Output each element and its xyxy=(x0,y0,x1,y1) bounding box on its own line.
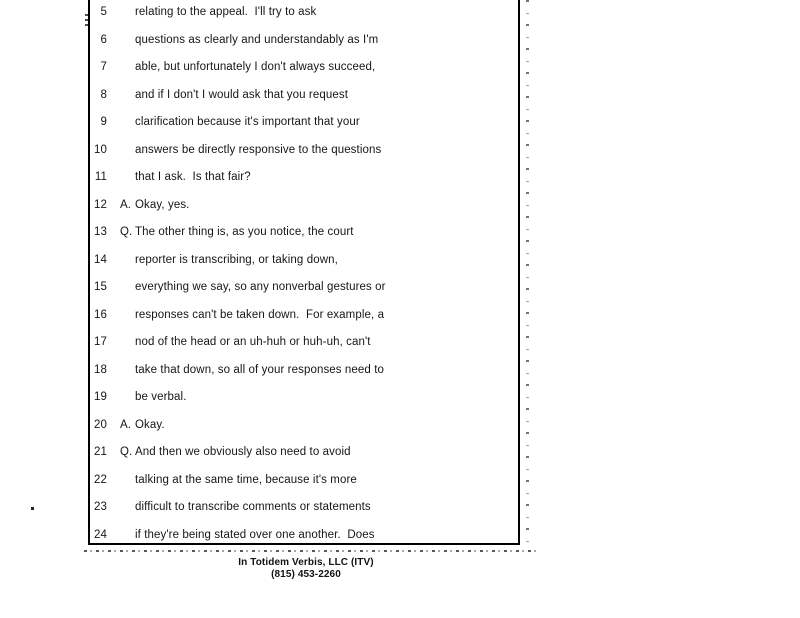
transcript-line xyxy=(90,61,518,89)
transcript-line xyxy=(90,446,518,474)
transcript-line xyxy=(90,474,518,502)
line-number: 16 xyxy=(94,308,107,321)
line-text: take that down, so all of your responses need to xyxy=(135,363,385,376)
line-text: that I ask. Is that fair? xyxy=(135,171,251,183)
line-text: be verbal. xyxy=(135,391,187,403)
transcript-line xyxy=(90,501,518,529)
line-text: clarification because it's important that your xyxy=(135,116,360,128)
scan-artifact-speck xyxy=(31,507,34,510)
line-text: difficult to transcribe comments or statements xyxy=(135,501,371,513)
speaker-label: Q. xyxy=(120,226,133,238)
line-text: nod of the head or an uh-huh or huh-uh, can't xyxy=(135,336,371,348)
line-number: 10 xyxy=(94,143,107,156)
line-text: questions as clearly and understandably as I'm xyxy=(135,33,379,46)
line-text: relating to the appeal. I'll try to ask xyxy=(135,6,317,18)
line-text: able, but unfortunately I don't always succeed, xyxy=(135,61,376,73)
line-text: responses can't be taken down. For example, a xyxy=(135,308,385,321)
line-number: 23 xyxy=(94,501,107,513)
footer xyxy=(88,557,524,581)
transcript-line xyxy=(90,34,518,62)
speaker-label: A. xyxy=(120,198,132,211)
scan-artifact-border-nick xyxy=(85,14,88,26)
line-text: The other thing is, as you notice, the court xyxy=(135,226,354,238)
line-number: 24 xyxy=(94,528,107,541)
transcript-line xyxy=(90,281,518,309)
line-number: 21 xyxy=(94,446,107,458)
transcript-line xyxy=(90,116,518,144)
line-number: 8 xyxy=(100,88,107,101)
scan-artifact-dotted-line xyxy=(84,550,536,552)
line-number: 6 xyxy=(100,33,107,46)
line-number: 9 xyxy=(100,116,107,128)
transcript-line xyxy=(90,199,518,227)
line-number: 14 xyxy=(94,253,107,266)
transcript-line xyxy=(90,6,518,34)
line-number: 13 xyxy=(94,226,107,238)
transcript-line xyxy=(90,226,518,254)
line-number: 15 xyxy=(94,281,107,293)
footer-company-name: In Totidem Verbis, LLC (ITV) xyxy=(238,557,374,568)
line-text: reporter is transcribing, or taking down, xyxy=(135,253,338,266)
line-text: And then we obviously also need to avoid xyxy=(135,446,351,458)
transcript-line xyxy=(90,254,518,282)
line-text: and if I don't I would ask that you request xyxy=(135,88,348,101)
speaker-label: Q. xyxy=(120,446,133,458)
transcript-line xyxy=(90,364,518,392)
line-number: 18 xyxy=(94,363,107,376)
line-number: 19 xyxy=(94,391,107,403)
line-number: 11 xyxy=(94,171,107,183)
line-number: 12 xyxy=(94,198,107,211)
line-number: 5 xyxy=(100,6,107,18)
transcript-line xyxy=(90,171,518,199)
transcript-sheet xyxy=(88,0,520,545)
line-text: everything we say, so any nonverbal gestures or xyxy=(135,281,386,293)
line-number: 7 xyxy=(100,61,107,73)
transcript-line xyxy=(90,419,518,447)
scan-artifact-right-speckles xyxy=(526,0,529,546)
transcript-line xyxy=(90,336,518,364)
transcript-line xyxy=(90,309,518,337)
line-number: 20 xyxy=(94,418,107,431)
line-number: 22 xyxy=(94,473,107,486)
line-text: Okay, yes. xyxy=(135,198,190,211)
line-text: talking at the same time, because it's more xyxy=(135,473,357,486)
line-number: 17 xyxy=(94,336,107,348)
footer-phone-number: (815) 453-2260 xyxy=(271,569,341,580)
transcript-line xyxy=(90,144,518,172)
line-text: Okay. xyxy=(135,418,165,431)
transcript-line xyxy=(90,89,518,117)
line-text: if they're being stated over one another. Does xyxy=(135,528,375,541)
speaker-label: A. xyxy=(120,418,132,431)
transcript-body xyxy=(90,0,518,556)
transcript-line xyxy=(90,391,518,419)
line-text: answers be directly responsive to the questions xyxy=(135,143,382,156)
